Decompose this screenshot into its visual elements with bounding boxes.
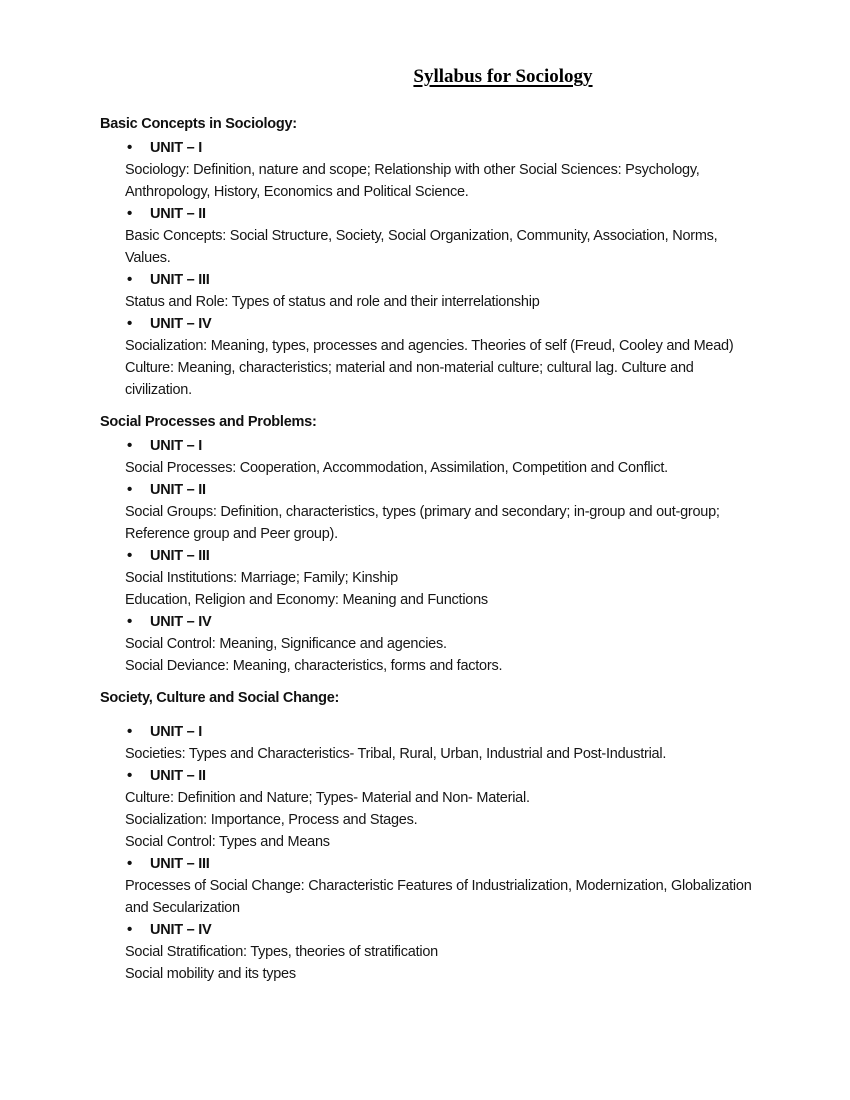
unit-list (100, 435, 754, 677)
unit-label: UNIT – I (150, 438, 202, 454)
bullet-icon: • (127, 613, 133, 630)
unit-item (127, 545, 754, 567)
bullet-icon: • (127, 723, 133, 740)
unit-item (127, 919, 754, 941)
section-society-culture (100, 687, 754, 985)
document-title: Syllabus for Sociology (413, 66, 593, 87)
bullet-icon: • (127, 767, 133, 784)
unit-label: UNIT – IV (150, 614, 212, 630)
syllabus-paragraph: Social mobility and its types (125, 966, 296, 982)
syllabus-paragraph: Processes of Social Change: Characteristic Features of Industrialization, Modernization, Globalization and Secularization (125, 878, 752, 916)
section-social-processes (100, 411, 754, 677)
unit-item (127, 203, 754, 225)
unit-label: UNIT – III (150, 856, 210, 872)
unit-label: UNIT – III (150, 272, 210, 288)
unit-label: UNIT – I (150, 724, 202, 740)
syllabus-paragraph: Societies: Types and Characteristics- Tribal, Rural, Urban, Industrial and Post-Industrial. (125, 746, 667, 762)
bullet-icon: • (127, 921, 133, 938)
section-heading: Basic Concepts in Sociology: (100, 116, 297, 132)
syllabus-paragraph: Sociology: Definition, nature and scope; Relationship with other Social Sciences: Psychology, Anthropology, History, Economics and Political Science. (125, 162, 700, 200)
unit-label: UNIT – II (150, 768, 206, 784)
unit-label: UNIT – IV (150, 922, 212, 938)
unit-label: UNIT – IV (150, 316, 212, 332)
unit-item (127, 611, 754, 633)
section-heading: Social Processes and Problems: (100, 414, 317, 430)
syllabus-paragraph: Culture: Definition and Nature; Types- Material and Non- Material. (125, 790, 530, 806)
syllabus-paragraph: Socialization: Importance, Process and Stages. (125, 812, 418, 828)
unit-label: UNIT – I (150, 140, 202, 156)
unit-label: UNIT – III (150, 548, 210, 564)
syllabus-paragraph: Social Stratification: Types, theories of stratification (125, 944, 438, 960)
section-basic-concepts (100, 113, 754, 401)
bullet-icon: • (127, 481, 133, 498)
bullet-icon: • (127, 315, 133, 332)
unit-item (127, 765, 754, 787)
syllabus-paragraph: Socialization: Meaning, types, processes and agencies. Theories of self (Freud, Cooley and Mead) Culture: Meaning, characteristics; material and non-material culture; cultural lag. Culture and civilization. (125, 338, 734, 398)
unit-item (127, 269, 754, 291)
unit-list (100, 721, 754, 985)
bullet-icon: • (127, 547, 133, 564)
section-heading: Society, Culture and Social Change: (100, 690, 340, 706)
syllabus-paragraph: Social Processes: Cooperation, Accommodation, Assimilation, Competition and Conflict. (125, 460, 668, 476)
bullet-icon: • (127, 271, 133, 288)
syllabus-paragraph: Social Control: Meaning, Significance and agencies. (125, 636, 447, 652)
bullet-icon: • (127, 139, 133, 156)
bullet-icon: • (127, 855, 133, 872)
syllabus-paragraph: Social Groups: Definition, characteristics, types (primary and secondary; in-group and out-group; Reference group and Peer group). (125, 504, 720, 542)
bullet-icon: • (127, 205, 133, 222)
syllabus-paragraph: Basic Concepts: Social Structure, Society, Social Organization, Community, Association, Norms, Values. (125, 228, 718, 266)
unit-item (127, 853, 754, 875)
unit-label: UNIT – II (150, 482, 206, 498)
unit-item (127, 313, 754, 335)
unit-list (100, 137, 754, 401)
syllabus-paragraph: Social Deviance: Meaning, characteristics, forms and factors. (125, 658, 503, 674)
unit-item (127, 137, 754, 159)
syllabus-paragraph: Social Control: Types and Means (125, 834, 330, 850)
unit-item (127, 435, 754, 457)
syllabus-paragraph: Education, Religion and Economy: Meaning and Functions (125, 592, 488, 608)
unit-item (127, 721, 754, 743)
syllabus-paragraph: Social Institutions: Marriage; Family; Kinship (125, 570, 398, 586)
bullet-icon: • (127, 437, 133, 454)
unit-label: UNIT – II (150, 206, 206, 222)
unit-item (127, 479, 754, 501)
syllabus-paragraph: Status and Role: Types of status and role and their interrelationship (125, 294, 540, 310)
